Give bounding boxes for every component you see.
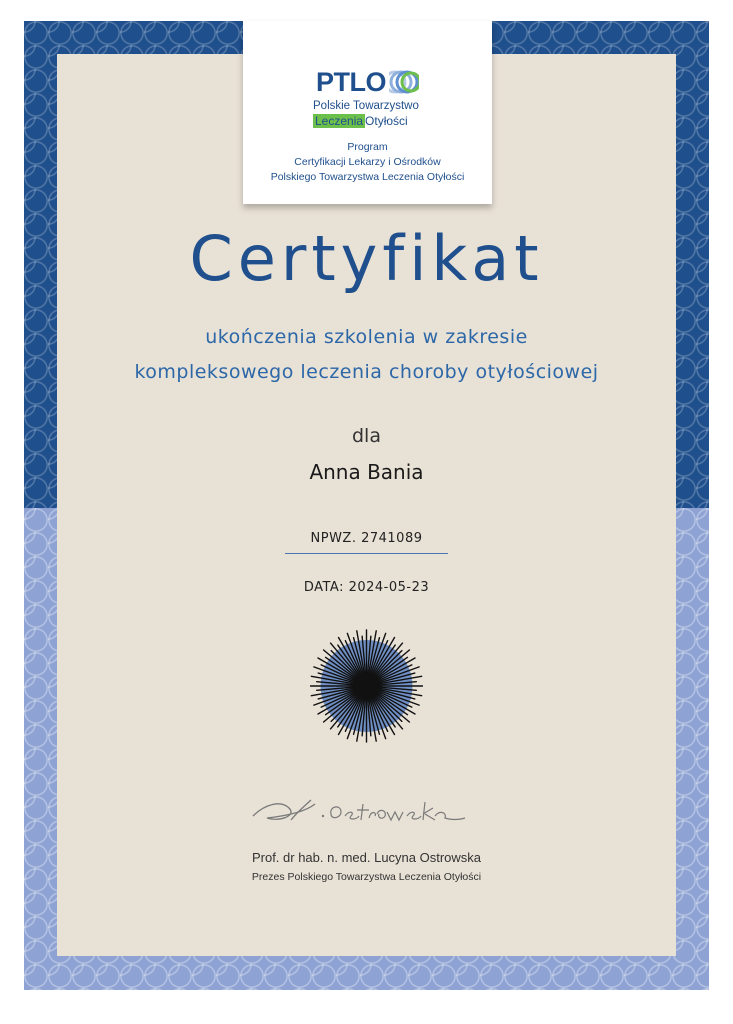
program-line-1: Program [347,141,388,153]
npwz-number: NPWZ. 2741089 [310,531,423,546]
org-name-rest: Otyłości [365,114,408,128]
program-line-2: Certyfikacji Lekarzy i Ośrodków [294,156,441,168]
org-name-line1: Polskie Towarzystwo [313,100,419,112]
subtitle-line-1: ukończenia szkolenia w zakresie [205,326,528,348]
subtitle-line-2: kompleksowego leczenia choroby otyłościowej [134,361,599,383]
signer-name: Prof. dr hab. n. med. Lucyna Ostrowska [251,850,482,865]
signature-icon [245,790,470,835]
logo-rings-icon [389,69,419,95]
certificate-date: DATA: 2024-05-23 [303,580,430,595]
org-name-highlight: Leczenia [315,114,364,128]
org-name-line2 [313,114,408,128]
ptlo-wordmark: PTLO [316,67,386,97]
seal-emblem-icon [310,625,423,747]
program-line-3: Polskiego Towarzystwa Leczenia Otyłości [270,171,465,183]
signer-role: Prezes Polskiego Towarzystwa Leczenia Otyłości [251,871,482,883]
recipient-name: Anna Bania [309,460,424,484]
for-label: dla [352,425,381,447]
logo-card [243,21,492,204]
certificate-title: Certyfikat [189,222,544,295]
npwz-underline [285,553,448,554]
